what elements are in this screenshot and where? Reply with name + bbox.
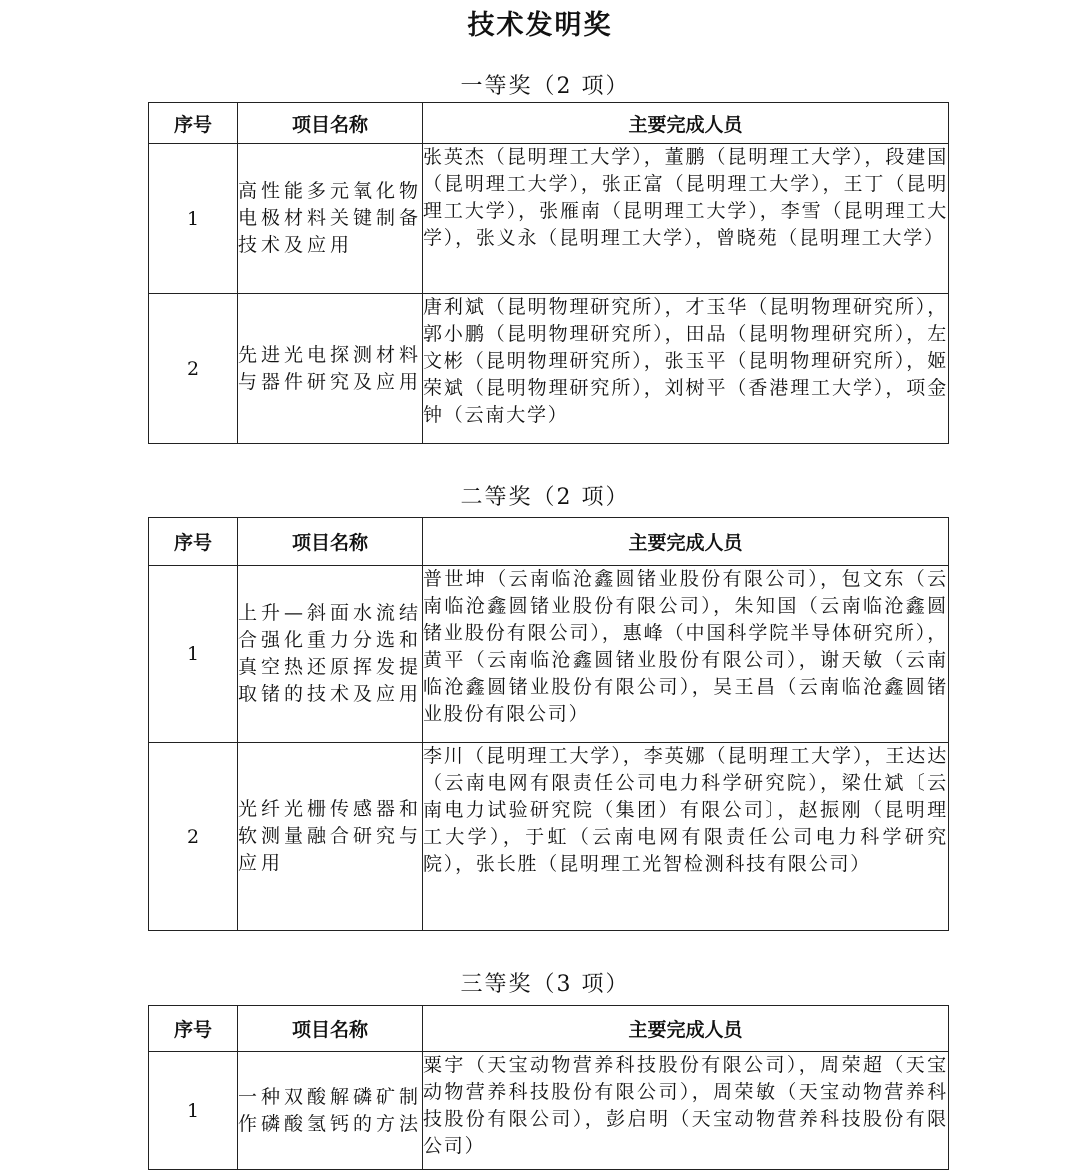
project-name: 一种双酸解磷矿制作磷酸氢钙的方法 bbox=[238, 1052, 423, 1170]
first-prize-table bbox=[148, 102, 949, 444]
column-header-project-name: 项目名称 bbox=[238, 103, 423, 144]
table-row bbox=[149, 743, 949, 931]
main-contributors: 李川（昆明理工大学），李英娜（昆明理工大学），王达达（云南电网有限责任公司电力科学研究院），梁仕斌〔云南电力试验研究院（集团）有限公司〕，赵振刚（昆明理工大学），于虹（云南电网有限责任公司电力科学研究院），张长胜（昆明理工光智检测科技有限公司） bbox=[423, 743, 949, 931]
column-header-number: 序号 bbox=[149, 518, 238, 566]
table-header-row bbox=[149, 103, 949, 144]
project-name: 光纤光栅传感器和软测量融合研究与应用 bbox=[238, 743, 423, 931]
row-number: 2 bbox=[149, 294, 238, 444]
table-header-row bbox=[149, 1006, 949, 1052]
main-contributors: 张英杰（昆明理工大学），董鹏（昆明理工大学），段建国（昆明理工大学），张正富（昆明理工大学），王丁（昆明理工大学），张雁南（昆明理工大学），李雪（昆明理工大学），张义永（昆明理工大学），曾晓苑（昆明理工大学） bbox=[423, 144, 949, 294]
row-number: 1 bbox=[149, 566, 238, 743]
column-header-number: 序号 bbox=[149, 103, 238, 144]
table-row bbox=[149, 1052, 949, 1170]
column-header-main-contributors: 主要完成人员 bbox=[423, 518, 949, 566]
project-name: 上升—斜面水流结合强化重力分选和真空热还原挥发提取锗的技术及应用 bbox=[238, 566, 423, 743]
column-header-project-name: 项目名称 bbox=[238, 518, 423, 566]
row-number: 1 bbox=[149, 1052, 238, 1170]
section-heading-third-prize: 三等奖（3 项） bbox=[460, 972, 630, 997]
project-name: 先进光电探测材料与器件研究及应用 bbox=[238, 294, 423, 444]
table-row bbox=[149, 144, 949, 294]
project-name: 高性能多元氧化物电极材料关键制备技术及应用 bbox=[238, 144, 423, 294]
row-number: 1 bbox=[149, 144, 238, 294]
main-contributors: 普世坤（云南临沧鑫圆锗业股份有限公司），包文东（云南临沧鑫圆锗业股份有限公司），朱知国（云南临沧鑫圆锗业股份有限公司），惠峰（中国科学院半导体研究所），黄平（云南临沧鑫圆锗业股份有限公司），谢天敏（云南临沧鑫圆锗业股份有限公司），吴王昌（云南临沧鑫圆锗业股份有限公司） bbox=[423, 566, 949, 743]
table-row bbox=[149, 294, 949, 444]
column-header-main-contributors: 主要完成人员 bbox=[423, 1006, 949, 1052]
column-header-project-name: 项目名称 bbox=[238, 1006, 423, 1052]
row-number: 2 bbox=[149, 743, 238, 931]
page-title: 技术发明奖 bbox=[467, 10, 613, 41]
column-header-main-contributors: 主要完成人员 bbox=[423, 103, 949, 144]
third-prize-table bbox=[148, 1005, 949, 1170]
table-header-row bbox=[149, 518, 949, 566]
second-prize-table bbox=[148, 517, 949, 931]
section-heading-first-prize: 一等奖（2 项） bbox=[460, 74, 630, 99]
main-contributors: 唐利斌（昆明物理研究所），才玉华（昆明物理研究所），郭小鹏（昆明物理研究所），田品（昆明物理研究所），左文彬（昆明物理研究所），张玉平（昆明物理研究所），姬荣斌（昆明物理研究所），刘树平（香港理工大学），项金钟（云南大学） bbox=[423, 294, 949, 444]
column-header-number: 序号 bbox=[149, 1006, 238, 1052]
section-heading-second-prize: 二等奖（2 项） bbox=[460, 485, 630, 510]
main-contributors: 粟宇（天宝动物营养科技股份有限公司），周荣超（天宝动物营养科技股份有限公司），周荣敏（天宝动物营养科技股份有限公司），彭启明（天宝动物营养科技股份有限公司） bbox=[423, 1052, 949, 1170]
table-row bbox=[149, 566, 949, 743]
